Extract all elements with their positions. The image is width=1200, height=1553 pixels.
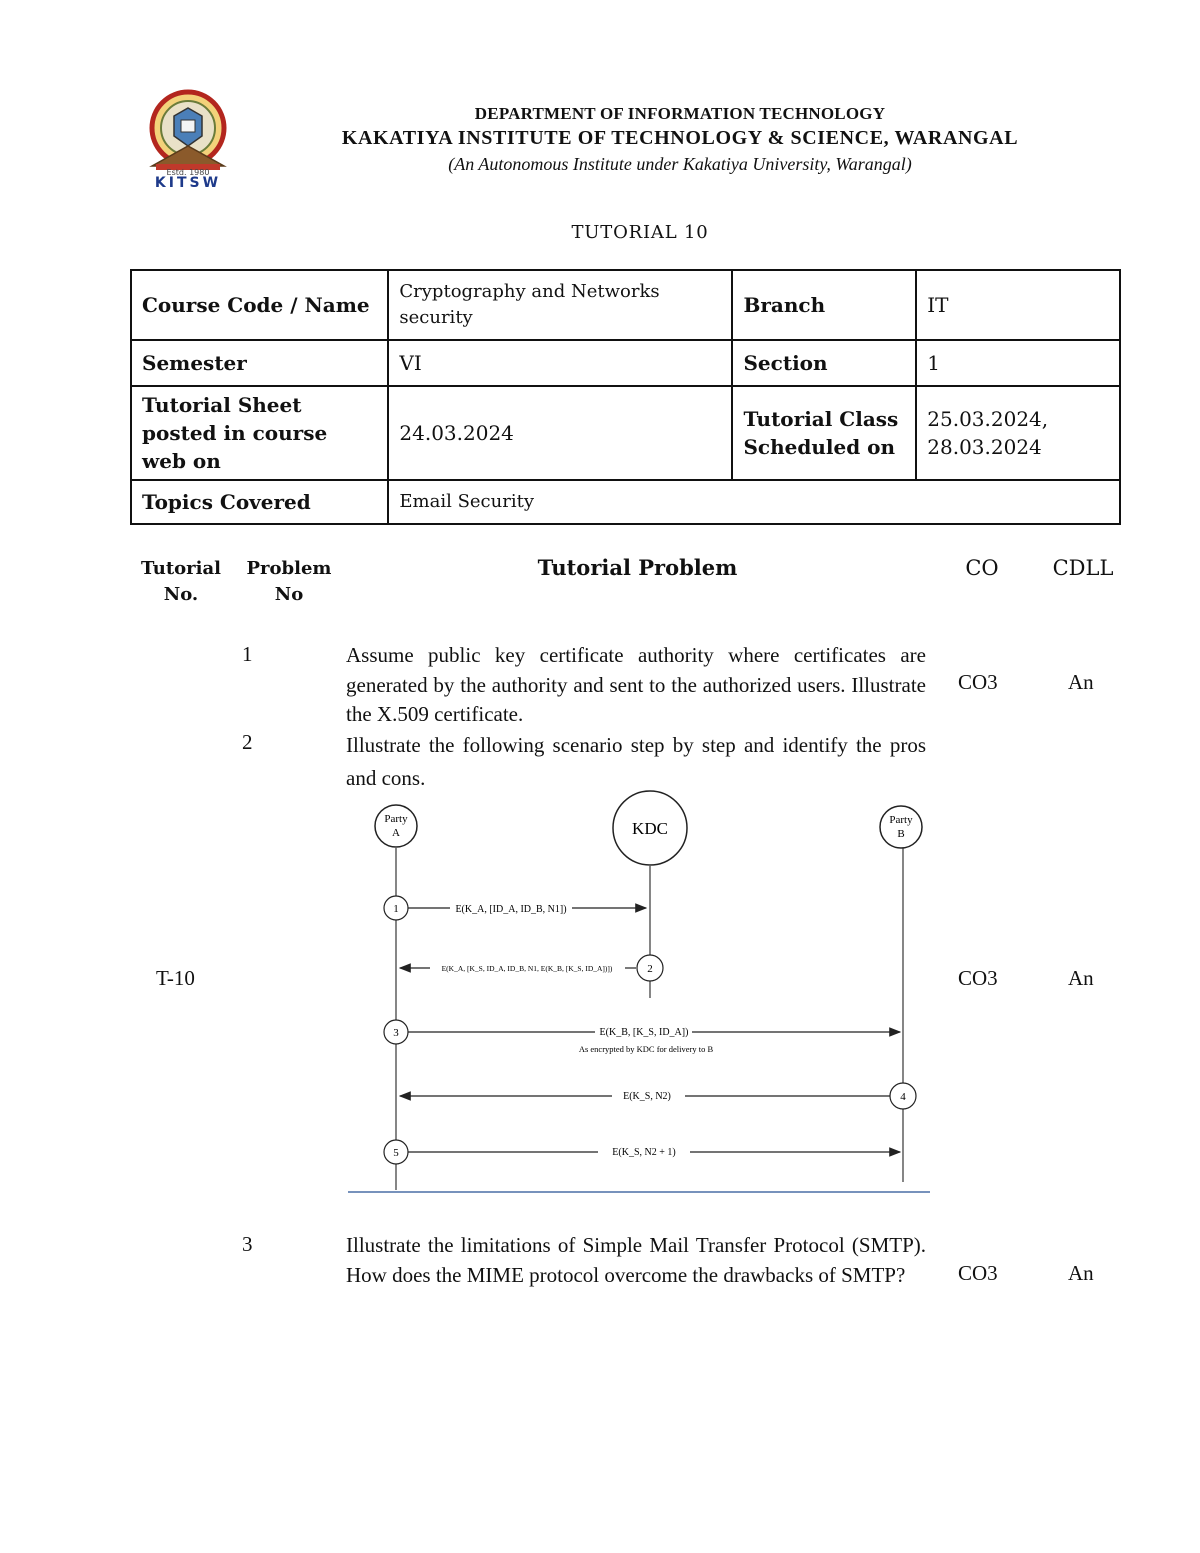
branch-label: Branch bbox=[732, 270, 916, 340]
problem-3-text: Illustrate the limitations of Simple Mail Transfer Protocol (SMTP). How does the MIME protocol overcome the drawbacks of SMTP? bbox=[346, 1233, 926, 1287]
party-a-node bbox=[375, 805, 417, 847]
msg-4: E(K_S, N2) bbox=[623, 1091, 671, 1102]
party-b-node bbox=[880, 806, 922, 848]
logo-text: KITSW bbox=[154, 175, 222, 191]
semester-label: Semester bbox=[131, 340, 388, 386]
step-1-label: 1 bbox=[393, 903, 399, 915]
course-label: Course Code / Name bbox=[131, 270, 388, 340]
step-3-label: 3 bbox=[393, 1027, 399, 1039]
kdc-label: KDC bbox=[632, 819, 668, 838]
posted-value: 24.03.2024 bbox=[388, 386, 732, 480]
section-value: 1 bbox=[916, 340, 1120, 386]
msg-1: E(K_A, [ID_A, ID_B, N1]) bbox=[455, 904, 567, 915]
institute-subtitle: (An Autonomous Institute under Kakatiya University, Warangal) bbox=[448, 154, 912, 174]
col-problem-no: Problem No bbox=[246, 558, 332, 605]
department-name: DEPARTMENT OF INFORMATION TECHNOLOGY bbox=[474, 104, 886, 123]
problem-1-no: 1 bbox=[242, 642, 253, 666]
step-5-label: 5 bbox=[393, 1147, 399, 1159]
msg-3-note: As encrypted by KDC for delivery to B bbox=[578, 1044, 714, 1054]
problem-2-no: 2 bbox=[242, 730, 253, 754]
msg-3: E(K_B, [K_S, ID_A]) bbox=[599, 1027, 689, 1038]
col-co: CO bbox=[965, 556, 999, 580]
topics-value: Email Security bbox=[388, 480, 1120, 524]
logo-estd: Estd. 1980 bbox=[166, 168, 210, 177]
branch-value: IT bbox=[916, 270, 1120, 340]
problem-1-co: CO3 bbox=[958, 670, 998, 694]
posted-label: Tutorial Sheet posted in course web on bbox=[131, 386, 388, 480]
problem-3-no: 3 bbox=[242, 1232, 253, 1256]
col-tutorial-no: Tutorial No. bbox=[141, 558, 221, 605]
scheduled-date-1: 25.03.2024, bbox=[927, 407, 1049, 431]
col-tutorial-problem: Tutorial Problem bbox=[537, 555, 738, 580]
section-label: Section bbox=[732, 340, 916, 386]
party-a-label-1: Party bbox=[384, 813, 408, 825]
course-info-table bbox=[130, 269, 1121, 525]
problem-2-text: Illustrate the following scenario step by step and identify the pros and cons. bbox=[346, 733, 926, 790]
msg-2: E(K_A, [K_S, ID_A, ID_B, N1, E(K_B, [K_S, ID_A])]) bbox=[441, 964, 613, 973]
scheduled-label: Tutorial Class Scheduled on bbox=[732, 386, 916, 480]
problem-2-co: CO3 bbox=[958, 966, 998, 990]
problem-1-text: Assume public key certificate authority where certificates are generated by the authority and sent to the authorized users. Illustrate the X.509 certificate. bbox=[346, 643, 926, 726]
problem-1-cdll: An bbox=[1068, 670, 1094, 694]
party-b-label-2: B bbox=[897, 828, 905, 840]
party-a-label-2: A bbox=[392, 827, 400, 839]
tutorial-id: T-10 bbox=[156, 966, 195, 990]
col-cdll: CDLL bbox=[1052, 556, 1114, 580]
problem-3-co: CO3 bbox=[958, 1261, 998, 1285]
party-b-label-1: Party bbox=[889, 814, 913, 826]
scheduled-value bbox=[916, 386, 1120, 480]
step-2-label: 2 bbox=[647, 963, 653, 975]
problem-3-cdll: An bbox=[1068, 1261, 1094, 1285]
problem-2-cdll: An bbox=[1068, 966, 1094, 990]
semester-value: VI bbox=[388, 340, 732, 386]
scheduled-date-2: 28.03.2024 bbox=[927, 435, 1042, 459]
institute-name: KAKATIYA INSTITUTE OF TECHNOLOGY & SCIENCE, WARANGAL bbox=[341, 127, 1019, 149]
topics-label: Topics Covered bbox=[131, 480, 388, 524]
kdc-sequence-diagram bbox=[340, 790, 940, 1200]
tutorial-title: TUTORIAL 10 bbox=[571, 222, 709, 243]
step-4-label: 4 bbox=[900, 1091, 906, 1103]
msg-5: E(K_S, N2 + 1) bbox=[612, 1147, 676, 1158]
course-value: Cryptography and Networks security bbox=[388, 270, 732, 340]
